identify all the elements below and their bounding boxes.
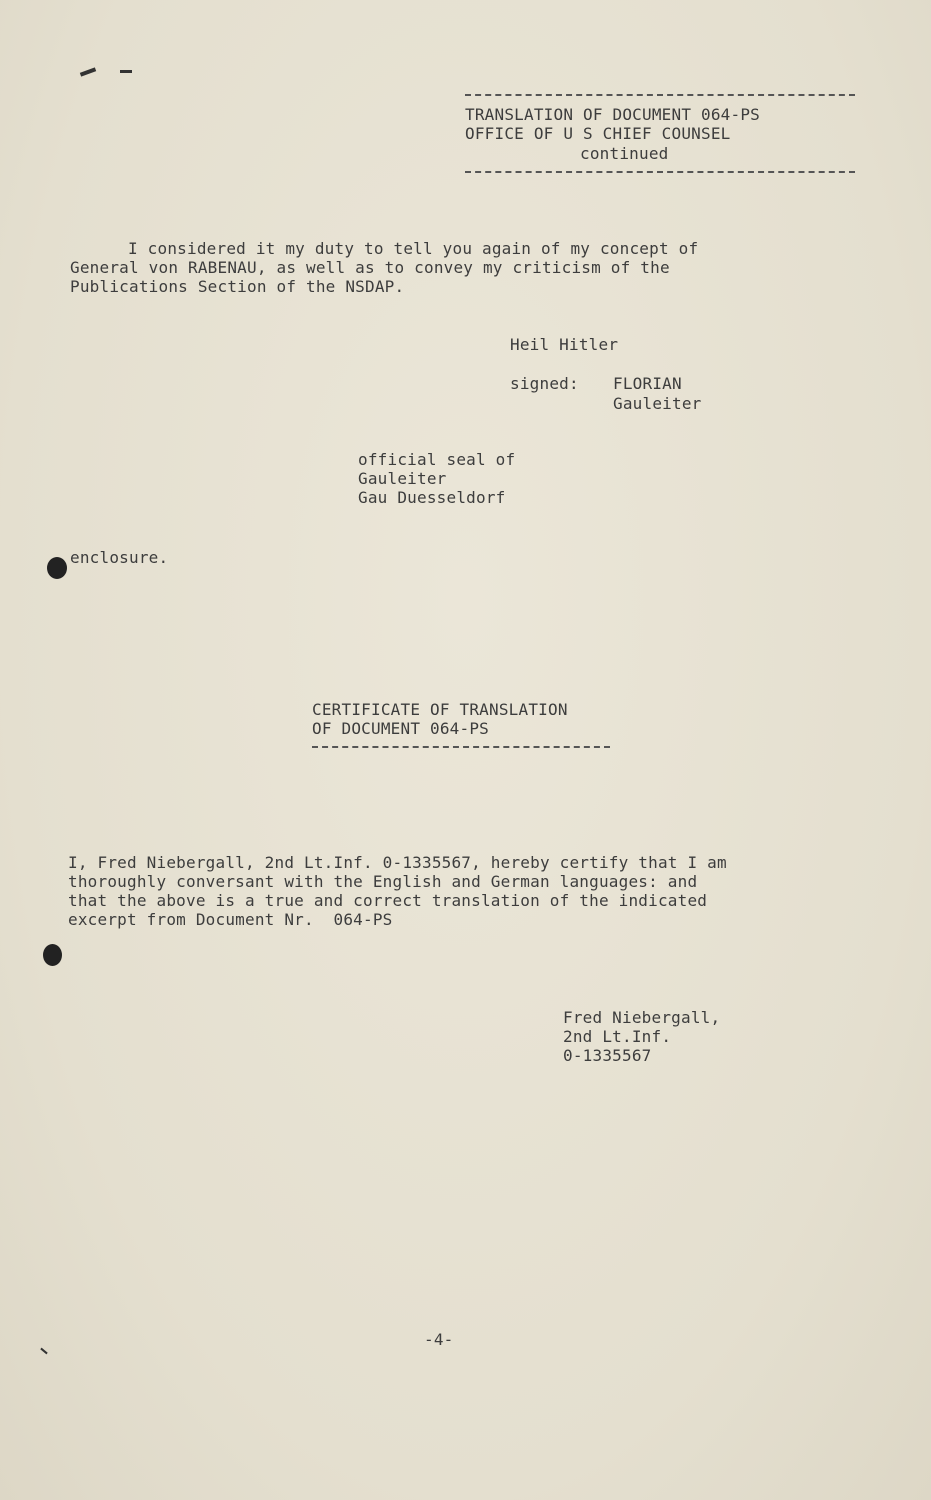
seal-line: official seal of [358,450,516,469]
certificate-title: CERTIFICATE OF TRANSLATION [312,700,568,719]
translator-rank: 2nd Lt.Inf. [563,1027,672,1046]
closing-salutation: Heil Hitler [510,335,619,354]
page-number: -4- [424,1330,454,1349]
signed-name: FLORIAN [613,374,682,393]
stray-mark [40,1348,47,1355]
certificate-line: that the above is a true and correct translation of the indicated [68,891,708,910]
paragraph-line: I considered it my duty to tell you again of my concept of [128,239,699,258]
header-rule-bottom [465,171,855,173]
certificate-line: excerpt from Document Nr. 064-PS [68,910,393,929]
paragraph-line: Publications Section of the NSDAP. [70,277,405,296]
header-rule-top [465,94,855,96]
punch-hole [47,557,67,579]
certificate-subtitle: OF DOCUMENT 064-PS [312,719,489,738]
enclosure-note: enclosure. [70,548,169,567]
seal-line: Gauleiter [358,469,447,488]
header-title: TRANSLATION OF DOCUMENT 064-PS [465,105,760,124]
translator-name: Fred Niebergall, [563,1008,721,1027]
stray-mark [80,67,96,76]
header-office: OFFICE OF U S CHIEF COUNSEL [465,124,731,143]
signed-label: signed: [510,374,579,393]
punch-hole [43,944,62,966]
certificate-line: thoroughly conversant with the English and German languages: and [68,872,698,891]
header-continued: continued [580,144,669,163]
translator-number: 0-1335567 [563,1046,652,1065]
stray-mark [120,70,132,73]
seal-line: Gau Duesseldorf [358,488,506,507]
certificate-line: I, Fred Niebergall, 2nd Lt.Inf. 0-1335567, hereby certify that I am [68,853,727,872]
certificate-rule [312,746,610,748]
signed-title: Gauleiter [613,394,702,413]
paragraph-line: General von RABENAU, as well as to convey my criticism of the [70,258,670,277]
